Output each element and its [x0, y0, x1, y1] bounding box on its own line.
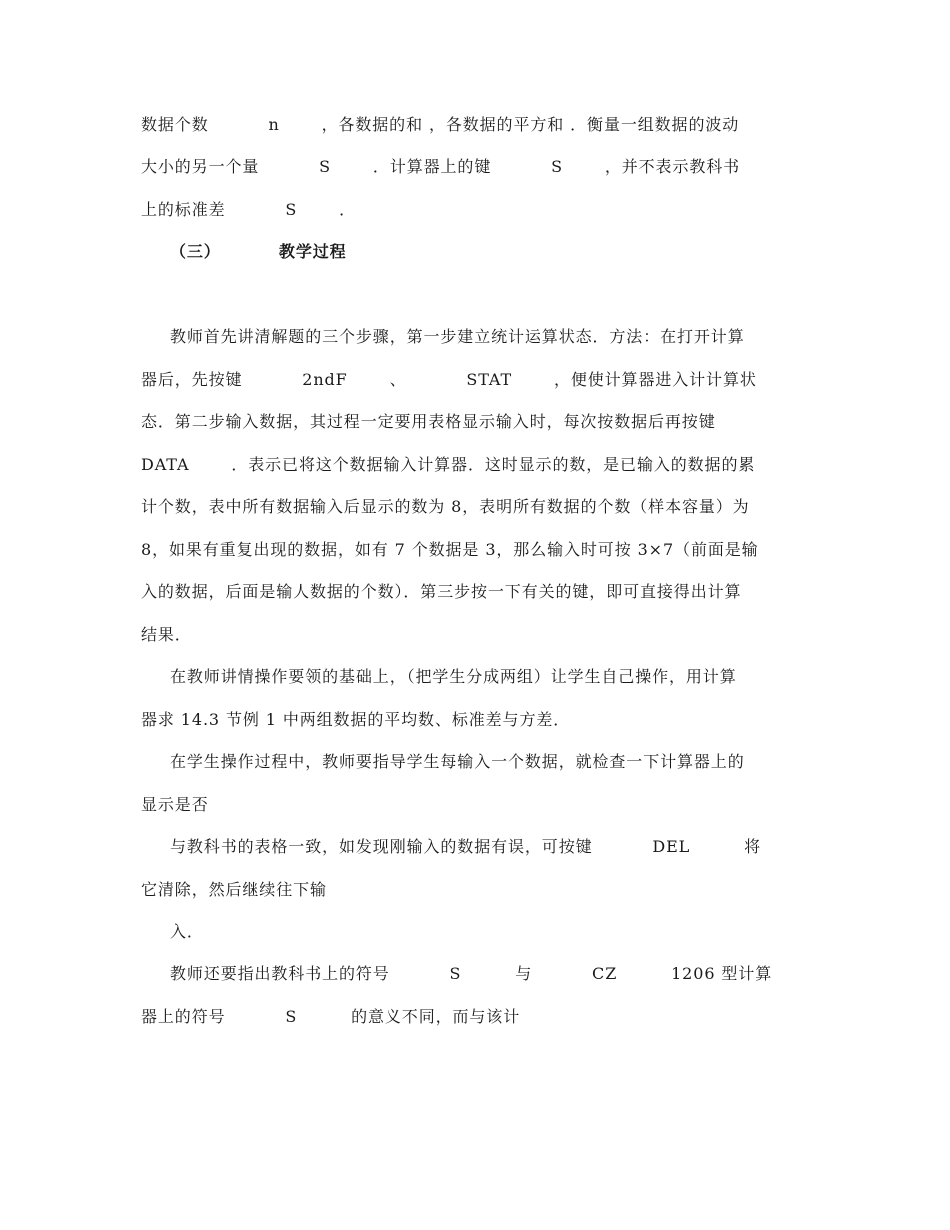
text-line: 上的标准差 S ．	[141, 200, 357, 219]
paragraph-line: 器上的符号 S 的意义不同，而与该计	[141, 1007, 521, 1026]
paragraph-line: 器求 14.3 节例 1 中两组数据的平均数、标准差与方差．	[141, 710, 571, 729]
paragraph-line: 入的数据，后面是输人数据的个数）．第三步按一下有关的键，即可直接得出计算	[141, 582, 742, 601]
paragraph-line: 8，如果有重复出现的数据，如有 7 个数据是 3，那么输入时可按 3×7（前面是输	[141, 540, 759, 559]
paragraph-line: DATA ．表示已将这个数据输入计算器．这时显示的数，是已输入的数据的累	[141, 455, 756, 474]
text-line: 大小的另一个量 S ．计算器上的键 S ，并不表示教科书	[141, 157, 741, 176]
paragraph-line: 器后，先按键 2ndF 、 STAT ，便使计算器进入计计算状	[141, 370, 757, 389]
text-line: 数据个数 n ，各数据的和 ，各数据的平方和 ．衡量一组数据的波动	[141, 115, 740, 134]
paragraph-line: 态．第二步输入数据，其过程一定要用表格显示输入时，每次按数据后再按键	[141, 412, 716, 431]
paragraph-line: 入．	[170, 922, 204, 941]
paragraph-line: 显示是否	[141, 795, 209, 814]
paragraph-line: 教师首先讲清解题的三个步骤，第一步建立统计运算状态．方法：在打开计算	[170, 327, 745, 346]
paragraph-line: 它清除，然后继续往下输	[141, 880, 327, 899]
section-heading: （三） 教学过程	[170, 242, 347, 261]
paragraph-line: 在学生操作过程中，教师要指导学生每输入一个数据，就检查一下计算器上的	[170, 752, 745, 771]
paragraph-line: 在教师讲情操作要领的基础上，（把学生分成两组）让学生自己操作，用计算	[170, 667, 737, 686]
paragraph-line: 与教科书的表格一致，如发现刚输入的数据有误，可按键 DEL 将	[170, 837, 761, 856]
paragraph-line: 结果．	[141, 625, 192, 644]
paragraph-line: 计个数，表中所有数据输入后显示的数为 8，表明所有数据的个数（样本容量）为	[141, 497, 750, 516]
paragraph-line: 教师还要指出教科书上的符号 S 与 CZ 1206 型计算	[170, 964, 773, 983]
